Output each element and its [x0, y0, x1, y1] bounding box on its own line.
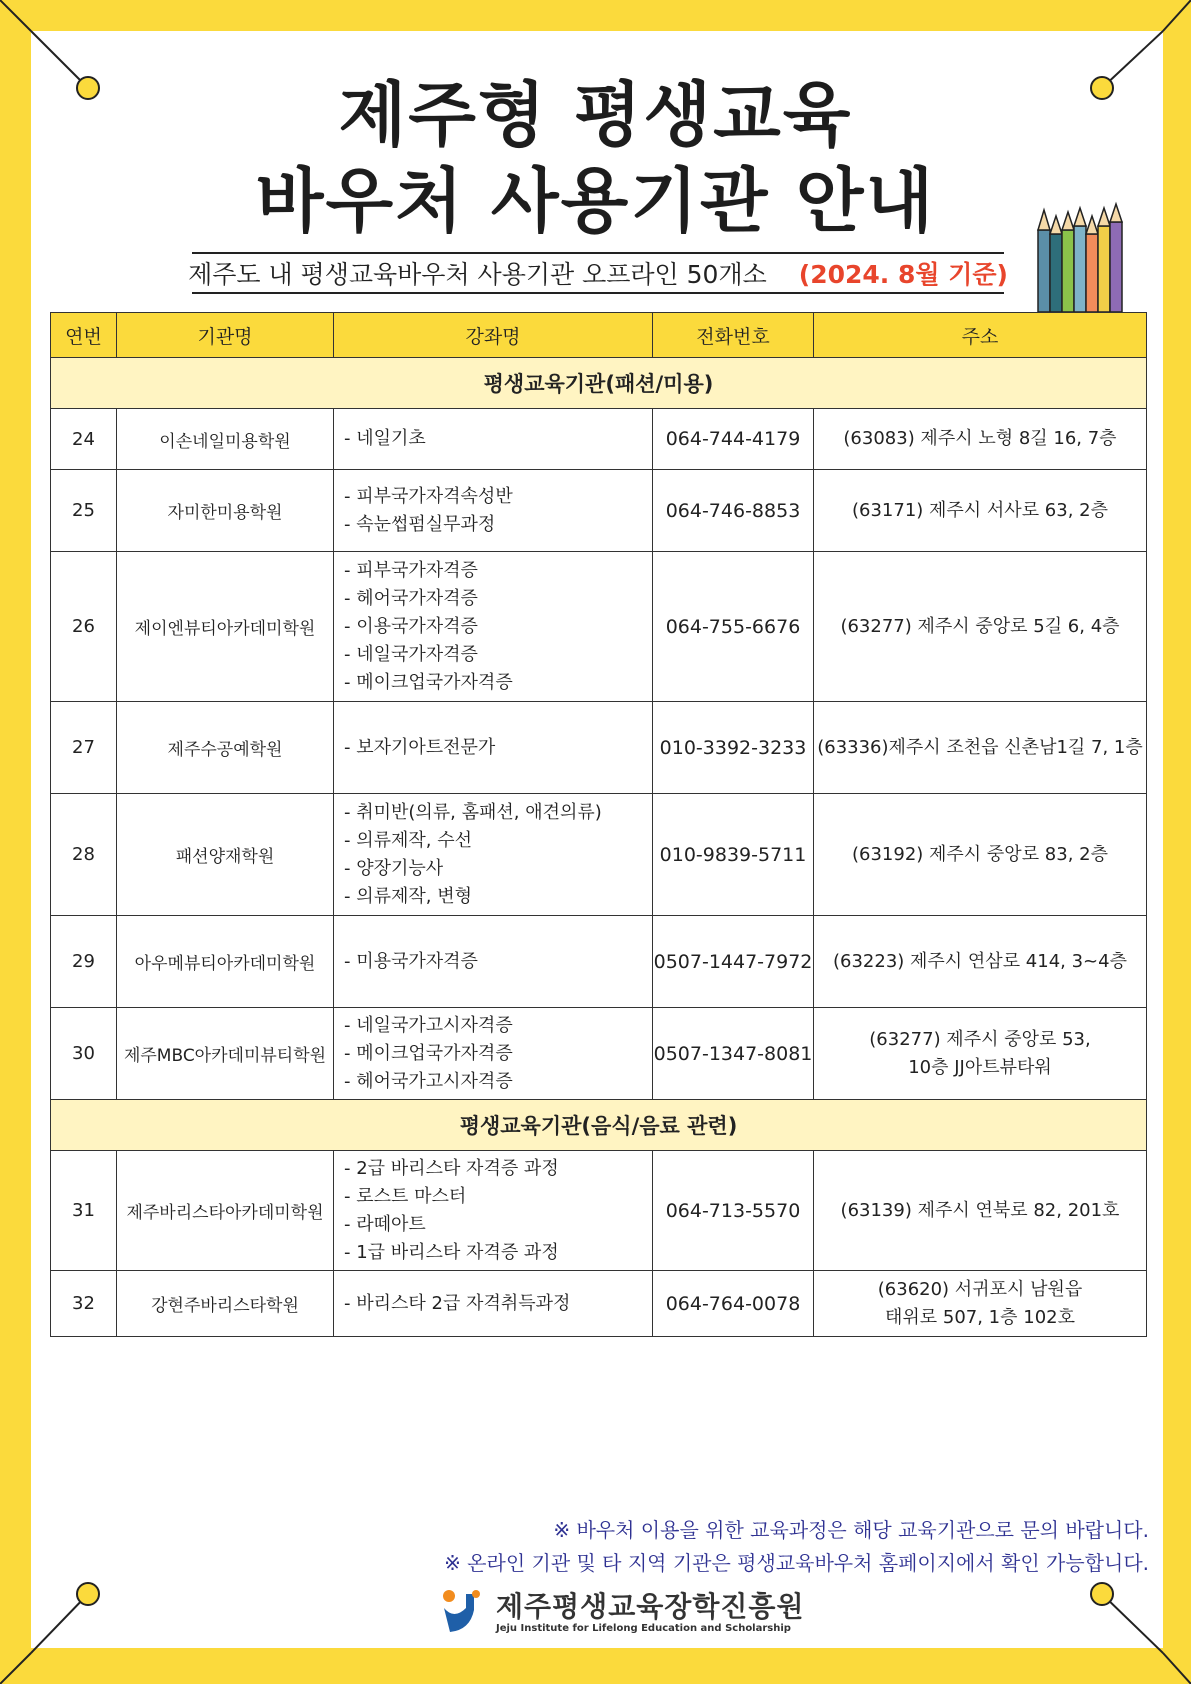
institution-name: 제이엔뷰티아카데미학원	[117, 552, 334, 702]
address-line: (63192) 제주시 중앙로 83, 2층	[852, 843, 1108, 865]
header-course: 강좌명	[334, 313, 653, 358]
address-line: (63336)제주시 조천읍 신촌남1길 7, 1층	[817, 736, 1143, 758]
institution-name: 아우메뷰티아카데미학원	[117, 916, 334, 1008]
address-line: (63620) 서귀포시 남원읍	[877, 1278, 1083, 1300]
table-row	[51, 794, 1147, 916]
subtitle	[188, 252, 1008, 294]
subtitle-text: 제주도 내 평생교육바우처 사용기관 오프라인 50개소	[188, 260, 767, 289]
course-item: - 메이크업국가자격증	[344, 1042, 513, 1064]
phone-number: 064-755-6676	[653, 552, 814, 702]
course-item: - 속눈썹펌실무과정	[344, 513, 496, 535]
address-line: (63223) 제주시 연삼로 414, 3~4층	[833, 950, 1127, 972]
address-line: 10층 JJ아트뷰타워	[908, 1056, 1052, 1078]
institution-name: 강현주바리스타학원	[117, 1271, 334, 1337]
course-item: - 로스트 마스터	[344, 1185, 467, 1207]
address-line: (63139) 제주시 연북로 82, 201호	[840, 1199, 1120, 1221]
table-row	[51, 702, 1147, 794]
course-item: - 바리스타 2급 자격취득과정	[344, 1292, 571, 1314]
address	[814, 916, 1147, 1008]
course-item: - 피부국가자격속성반	[344, 485, 513, 507]
course-item: - 양장기능사	[344, 857, 444, 879]
address	[814, 794, 1147, 916]
course-item: - 네일국가자격증	[344, 643, 478, 665]
course-list	[334, 916, 653, 1008]
course-item: - 피부국가자격증	[344, 559, 478, 581]
address	[814, 1271, 1147, 1337]
course-list	[334, 552, 653, 702]
header-no: 연번	[51, 313, 117, 358]
address-line: 태위로 507, 1층 102호	[885, 1306, 1075, 1328]
table-header-row	[51, 313, 1147, 358]
section-title: 평생교육기관(음식/음료 관련)	[51, 1100, 1147, 1151]
course-item: - 헤어국가고시자격증	[344, 1070, 513, 1092]
institution-table	[50, 312, 1147, 1337]
title-line-1: 제주형 평생교육	[338, 74, 853, 156]
note-2: ※ 온라인 기관 및 타 지역 기관은 평생교육바우처 홈페이지에서 확인 가능합니다.	[444, 1551, 1149, 1575]
course-item: - 헤어국가자격증	[344, 587, 478, 609]
institution-name: 패션양재학원	[117, 794, 334, 916]
title-line-2: 바우처 사용기관 안내	[255, 160, 936, 242]
phone-number: 0507-1447-7972	[653, 916, 814, 1008]
course-item: - 미용국가자격증	[344, 950, 478, 972]
phone-number: 0507-1347-8081	[653, 1008, 814, 1100]
course-item: - 2급 바리스타 자격증 과정	[344, 1157, 559, 1179]
header-address: 주소	[814, 313, 1147, 358]
row-number: 29	[51, 916, 117, 1008]
phone-number: 064-746-8853	[653, 470, 814, 552]
course-item: - 라떼아트	[344, 1213, 426, 1235]
subtitle-date: (2024. 8월 기준)	[798, 260, 1008, 289]
address	[814, 470, 1147, 552]
address	[814, 702, 1147, 794]
institution-name: 제주바리스타아카데미학원	[117, 1151, 334, 1271]
address-line: (63277) 제주시 중앙로 53,	[869, 1028, 1091, 1050]
row-number: 31	[51, 1151, 117, 1271]
course-list	[334, 702, 653, 794]
table-row	[51, 470, 1147, 552]
header-name: 기관명	[117, 313, 334, 358]
row-number: 25	[51, 470, 117, 552]
address-line: (63083) 제주시 노형 8길 16, 7층	[843, 428, 1117, 449]
course-item: - 네일기초	[344, 428, 426, 449]
logo-name-en: Jeju Institute for Lifelong Education and Scholarship	[496, 1622, 791, 1634]
course-list	[334, 1271, 653, 1337]
course-list	[334, 1151, 653, 1271]
table-row	[51, 916, 1147, 1008]
phone-number: 010-3392-3233	[653, 702, 814, 794]
course-item: - 취미반(의류, 홈패션, 애견의류)	[344, 801, 602, 823]
course-list	[334, 470, 653, 552]
row-number: 30	[51, 1008, 117, 1100]
section-title: 평생교육기관(패션/미용)	[51, 358, 1147, 409]
institution-name: 자미한미용학원	[117, 470, 334, 552]
table-row	[51, 1151, 1147, 1271]
row-number: 28	[51, 794, 117, 916]
course-list	[334, 794, 653, 916]
address	[814, 552, 1147, 702]
course-item: - 네일국가고시자격증	[344, 1014, 513, 1036]
institute-logo	[440, 1586, 805, 1638]
row-number: 26	[51, 552, 117, 702]
table-row	[51, 1008, 1147, 1100]
course-item: - 이용국가자격증	[344, 615, 478, 637]
course-item: - 의류제작, 변형	[344, 885, 472, 907]
logo-name-ko: 제주평생교육장학진흥원	[496, 1589, 805, 1623]
row-number: 27	[51, 702, 117, 794]
page-title	[0, 72, 1191, 244]
phone-number: 064-744-4179	[653, 409, 814, 470]
address	[814, 409, 1147, 470]
course-list	[334, 1008, 653, 1100]
phone-number: 064-713-5570	[653, 1151, 814, 1271]
address-line: (63171) 제주시 서사로 63, 2층	[852, 499, 1108, 521]
address	[814, 1151, 1147, 1271]
course-item: - 메이크업국가자격증	[344, 671, 513, 693]
section-row	[51, 358, 1147, 409]
institution-name: 제주MBC아카데미뷰티학원	[117, 1008, 334, 1100]
course-item: - 1급 바리스타 자격증 과정	[344, 1241, 559, 1263]
institution-name: 제주수공예학원	[117, 702, 334, 794]
section-row	[51, 1100, 1147, 1151]
row-number: 32	[51, 1271, 117, 1337]
table-row	[51, 552, 1147, 702]
table-row	[51, 409, 1147, 470]
header-phone: 전화번호	[653, 313, 814, 358]
course-item: - 보자기아트전문가	[344, 736, 496, 758]
logo-mark-icon	[440, 1586, 486, 1638]
institution-name: 이손네일미용학원	[117, 409, 334, 470]
course-list	[334, 409, 653, 470]
pencils-icon	[1034, 200, 1134, 312]
footer-notes	[444, 1514, 1149, 1580]
note-1: ※ 바우처 이용을 위한 교육과정은 해당 교육기관으로 문의 바랍니다.	[553, 1518, 1149, 1542]
phone-number: 010-9839-5711	[653, 794, 814, 916]
address-line: (63277) 제주시 중앙로 5길 6, 4층	[840, 615, 1120, 637]
table-row	[51, 1271, 1147, 1337]
address	[814, 1008, 1147, 1100]
course-item: - 의류제작, 수선	[344, 829, 472, 851]
phone-number: 064-764-0078	[653, 1271, 814, 1337]
row-number: 24	[51, 409, 117, 470]
